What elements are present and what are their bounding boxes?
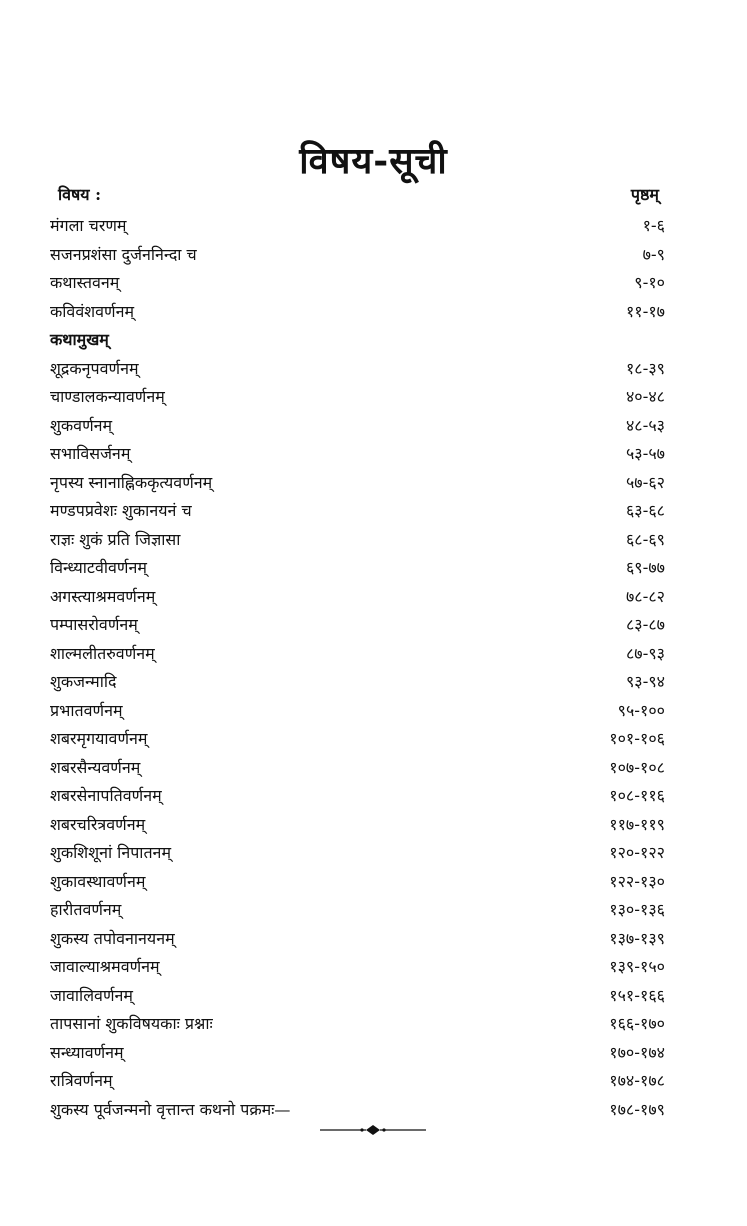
contents-entry-row <box>0 894 747 923</box>
contents-entry-row <box>0 1094 747 1123</box>
entry-page-range: १२२-१३० <box>609 871 665 891</box>
entry-page-range: १०७-१०८ <box>609 757 665 777</box>
entry-page-range: १८-३९ <box>625 358 665 378</box>
entry-page-range: ११-१७ <box>625 301 665 321</box>
entry-topic: सन्ध्यावर्णनम् <box>50 1042 124 1062</box>
contents-entry-row <box>0 609 747 638</box>
entry-page-range: १३०-१३६ <box>609 900 665 919</box>
contents-entry-row <box>0 638 747 667</box>
contents-entry-row <box>0 723 747 752</box>
contents-entry-row <box>0 524 747 553</box>
entry-page-range: १०१-१०६ <box>609 729 665 748</box>
entry-page-range: १६६-१७० <box>609 1014 665 1033</box>
entry-page-range: ४०-४८ <box>625 387 665 406</box>
page-column-header: पृष्ठम् <box>630 185 659 204</box>
section-heading-row <box>0 324 747 353</box>
contents-entry-row <box>0 837 747 866</box>
entry-topic: कथामुखम् <box>50 330 109 349</box>
contents-entry-row <box>0 467 747 496</box>
entry-page-range: १७४-१७८ <box>609 1071 665 1090</box>
contents-list <box>0 210 747 1122</box>
contents-entry-row <box>0 951 747 980</box>
page-title: विषय-सूची <box>299 140 448 182</box>
entry-topic: शुकशिशूनां निपातनम् <box>50 843 172 862</box>
entry-topic: शबरसैन्यवर्णनम् <box>50 757 141 777</box>
contents-entry-row <box>0 923 747 952</box>
entry-topic: चाण्डालकन्यावर्णनम् <box>50 387 165 406</box>
entry-page-range: ६८-६९ <box>625 529 665 549</box>
entry-topic: सजनप्रशंसा दुर्जननिन्दा च <box>50 244 197 264</box>
contents-entry-row <box>0 381 747 410</box>
contents-entry-row <box>0 866 747 895</box>
entry-topic: तापसानां शुकविषयकाः प्रश्नाः <box>50 1014 213 1033</box>
entry-page-range: ४८-५३ <box>625 415 665 435</box>
entry-page-range: ११७-११९ <box>609 814 665 834</box>
contents-entry-row <box>0 666 747 695</box>
contents-entry-row <box>0 495 747 524</box>
entry-topic: शूद्रकनृपवर्णनम् <box>50 358 139 378</box>
entry-page-range: ८७-९३ <box>625 643 665 663</box>
entry-topic: अगस्त्याश्रमवर्णनम् <box>50 586 156 606</box>
contents-entry-row <box>0 1065 747 1094</box>
entry-topic: शुकस्य तपोवनानयनम् <box>50 928 175 948</box>
contents-entry-row <box>0 1008 747 1037</box>
entry-topic: जावाल्याश्रमवर्णनम् <box>50 957 160 976</box>
entry-page-range: १५१-१६६ <box>609 985 665 1005</box>
entry-topic: मण्डपप्रवेशः शुकानयनं च <box>50 501 192 520</box>
entry-topic: पम्पासरोवर्णनम् <box>50 615 138 634</box>
entry-topic: कथास्तवनम् <box>50 273 120 292</box>
entry-topic: शबरमृगयावर्णनम् <box>50 729 148 748</box>
entry-topic: प्रभातवर्णनम् <box>50 700 123 720</box>
contents-entry-row <box>0 210 747 239</box>
contents-entry-row <box>0 980 747 1009</box>
entry-page-range: ७८-८२ <box>625 586 665 606</box>
contents-entry-row <box>0 267 747 296</box>
contents-entry-row <box>0 780 747 809</box>
entry-topic: विन्ध्याटवीवर्णनम् <box>50 558 147 577</box>
entry-topic: जावालिवर्णनम् <box>50 985 133 1005</box>
entry-topic: शुकजन्मादि <box>50 672 117 691</box>
entry-page-range: ६३-६८ <box>625 501 665 520</box>
entry-topic: नृपस्य स्नानाह्निककृत्यवर्णनम् <box>50 472 213 492</box>
entry-topic: राज्ञः शुकं प्रति जिज्ञासा <box>50 529 181 549</box>
ornament-divider-icon <box>318 1124 428 1136</box>
entry-page-range: ९३-९४ <box>625 672 665 691</box>
contents-entry-row <box>0 1037 747 1066</box>
contents-entry-row <box>0 410 747 439</box>
entry-page-range: १०८-११६ <box>609 786 665 805</box>
entry-topic: शुकस्य पूर्वजन्मनो वृत्तान्त कथनो पक्रमः— <box>50 1099 291 1119</box>
contents-entry-row <box>0 239 747 268</box>
entry-page-range: ५३-५७ <box>625 444 665 463</box>
contents-entry-row <box>0 695 747 724</box>
entry-page-range: ६९-७७ <box>625 558 665 577</box>
entry-topic: शुकावस्थावर्णनम् <box>50 871 146 891</box>
entry-topic: कविवंशवर्णनम् <box>50 301 135 321</box>
entry-page-range: ९५-१०० <box>617 700 665 720</box>
entry-page-range: १३९-१५० <box>609 957 665 976</box>
entry-topic: सभाविसर्जनम् <box>50 444 131 463</box>
topic-column-header: विषय : <box>58 185 102 204</box>
entry-topic: शाल्मलीतरुवर्णनम् <box>50 643 155 663</box>
contents-entry-row <box>0 296 747 325</box>
entry-topic: रात्रिवर्णनम् <box>50 1071 113 1090</box>
entry-page-range: १२०-१२२ <box>609 843 665 862</box>
entry-page-range: ९-१० <box>634 273 665 292</box>
entry-page-range: ५७-६२ <box>625 472 665 492</box>
entry-topic: शबरचरित्रवर्णनम् <box>50 814 146 834</box>
contents-entry-row <box>0 353 747 382</box>
entry-page-range: ७-९ <box>642 244 665 264</box>
contents-entry-row <box>0 809 747 838</box>
entry-topic: मंगला चरणम् <box>50 216 127 235</box>
entry-page-range: १७८-१७९ <box>609 1099 665 1119</box>
entry-topic: हारीतवर्णनम् <box>50 900 122 919</box>
entry-topic: शबरसेनापतिवर्णनम् <box>50 786 162 805</box>
entry-topic: शुकवर्णनम् <box>50 415 113 435</box>
contents-entry-row <box>0 438 747 467</box>
contents-entry-row <box>0 552 747 581</box>
contents-entry-row <box>0 581 747 610</box>
entry-page-range: १३७-१३९ <box>609 928 665 948</box>
entry-page-range: १-६ <box>642 216 665 235</box>
entry-page-range: ८३-८७ <box>625 615 665 634</box>
contents-entry-row <box>0 752 747 781</box>
entry-page-range: १७०-१७४ <box>609 1042 665 1062</box>
